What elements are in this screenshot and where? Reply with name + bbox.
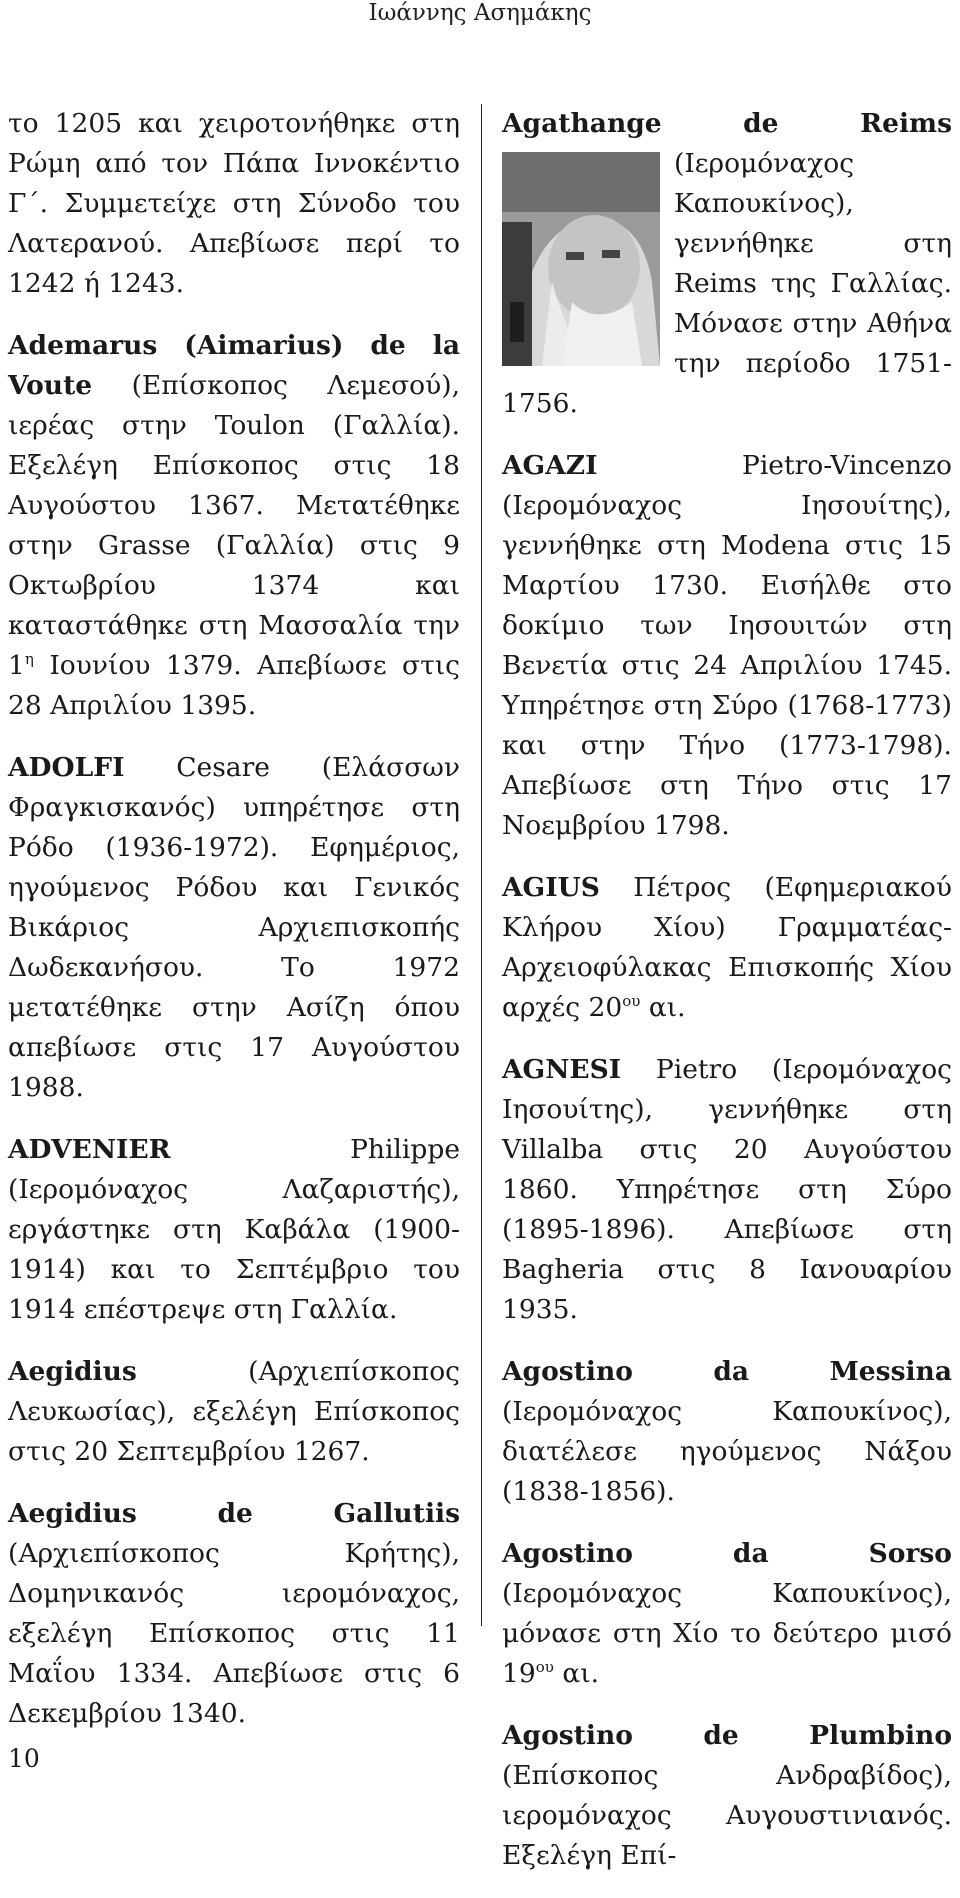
- right-column: [502, 104, 952, 1898]
- entry-text: Cesare (Ελάσσων Φραγκισκανός) υπηρέτησε στη Ρόδο (1936-1972). Εφημέριος, ηγούμενος Ρόδου και Γενικός Βικάριος Αρχιεπισκοπής Δωδεκανήσου. Το 1972 μετατέθηκε στην Ασίζη όπου απεβίωσε στις 17 Αυγούστου 1988.: [8, 752, 460, 1103]
- left-column: [8, 104, 460, 1756]
- entry-name: Aegidius de Gallutiis: [8, 1498, 460, 1529]
- entry-text: (Επίσκοπος Λεμεσού), ιερέας στην Toulon (Γαλλία). Εξελέγη Επίσκοπος στις 18 Αυγούστου 1367. Μετατέθηκε στην Grasse (Γαλλία) στις 9 Οκτωβρίου 1374 και καταστάθηκε στη Μασσαλία την 1: [8, 370, 460, 681]
- entry-text: (Ιερομόναχος Καπουκίνος), γεννήθηκε στη Reims της Γαλλίας. Μόνασε στην Αθήνα την περίοδο 1751-1756.: [502, 148, 952, 419]
- running-head: Ιωάννης Ασημάκης: [368, 0, 592, 26]
- entry-name: Aegidius: [8, 1356, 137, 1387]
- entry-name: Agostino de Plumbino: [502, 1720, 952, 1751]
- entry-agazi: [502, 446, 952, 846]
- page-number: 10: [8, 1744, 40, 1773]
- entry-text: Pietro (Ιερομόναχος Ιησουίτης), γεννήθηκε στη Villalba στις 20 Αυγούστου 1860. Υπηρέτησε στη Σύρο (1895-1896). Απεβίωσε στη Bagheria στις 8 Ιανουαρίου 1935.: [502, 1054, 952, 1325]
- entry-text: Pietro-Vincenzo (Ιερομόναχος Ιησουίτης), γεννήθηκε στη Modena στις 15 Μαρτίου 1730. Εισήλθε στο δοκίμιο των Ιησουιτών στη Βενετία στις 24 Απριλίου 1745. Υπηρέτησε στη Σύρο (1768-1773) και στην Τήνο (1773-1798). Απεβίωσε στη Τήνο στις 17 Νοεμβρίου 1798.: [502, 450, 952, 841]
- entry-text: (Επίσκοπος Ανδραβίδος), ιερομόναχος Αυγουστινιανός. Εξελέγη Επί-: [502, 1760, 952, 1871]
- entry-name: ADVENIER: [8, 1134, 171, 1165]
- entry-ademarus: [8, 326, 460, 726]
- ordinal-superscript: η: [24, 650, 34, 669]
- entry-name: Agostino da Sorso: [502, 1538, 952, 1569]
- portrait-photo: [502, 152, 660, 366]
- entry-name: AGIUS: [502, 872, 600, 903]
- entry-text-after: Ιουνίου 1379. Απεβίωσε στις 28 Απριλίου 1395.: [8, 650, 460, 721]
- ordinal-superscript: ου: [622, 992, 641, 1011]
- entry-agathange: [502, 104, 952, 424]
- entry-text: (Αρχιεπίσκοπος Κρήτης), Δομηνικανός ιερομόναχος, εξελέγη Επίσκοπος στις 11 Μαΐου 1334. Απεβίωσε στις 6 Δεκεμβρίου 1340.: [8, 1538, 460, 1729]
- entry-name: AGAZI: [502, 450, 598, 481]
- entry-adolfi: [8, 748, 460, 1108]
- entry-text: Philippe (Ιερομόναχος Λαζαριστής), εργάστηκε στη Καβάλα (1900-1914) και το Σεπτέμβριο του 1914 επέστρεψε στη Γαλλία.: [8, 1134, 460, 1325]
- entry-text: (Αρχιεπίσκοπος Λευκωσίας), εξελέγη Επίσκοπος στις 20 Σεπτεμβρίου 1267.: [8, 1356, 460, 1467]
- entry-text-after: αι.: [553, 1658, 600, 1689]
- entry-name: Ademarus (Aimarius) de la Voute: [8, 330, 460, 401]
- entry-agostino-da-messina: [502, 1352, 952, 1512]
- entry-agnesi: [502, 1050, 952, 1330]
- column-divider: [481, 104, 482, 1626]
- entry-text: (Ιερομόναχος Καπουκίνος), διατέλεσε ηγούμενος Νάξου (1838-1856).: [502, 1396, 952, 1507]
- entry-agostino-de-plumbino: [502, 1716, 952, 1876]
- entry-aegidius: [8, 1352, 460, 1472]
- entry-advenier: [8, 1130, 460, 1330]
- entry-agostino-da-sorso: [502, 1534, 952, 1694]
- entry-name: Agathange de Reims: [502, 108, 952, 139]
- entry-text: το 1205 και χειροτονήθηκε στη Ρώμη από τον Πάπα Ιννοκέντιο Γ΄. Συμμετείχε στη Σύνοδο του Λατερανού. Απεβίωσε περί το 1242 ή 1243.: [8, 108, 460, 299]
- entry-aegidius-de-gallutiis: [8, 1494, 460, 1734]
- entry-agius: [502, 868, 952, 1028]
- entry-name: Agostino da Messina: [502, 1356, 952, 1387]
- entry-name: AGNESI: [502, 1054, 622, 1085]
- entry-text: Πέτρος (Εφημεριακού Κλήρου Χίου) Γραμματέας-Αρχειοφύλακας Επισκοπής Χίου αρχές 20: [502, 872, 952, 1023]
- entry-name: ADOLFI: [8, 752, 125, 783]
- entry-text-after: αι.: [640, 992, 686, 1023]
- ordinal-superscript: ου: [535, 1658, 554, 1677]
- entry-continuation: [8, 104, 460, 304]
- entry-text: (Ιερομόναχος Καπουκίνος), μόνασε στη Χίο το δεύτερο μισό 19: [502, 1578, 952, 1689]
